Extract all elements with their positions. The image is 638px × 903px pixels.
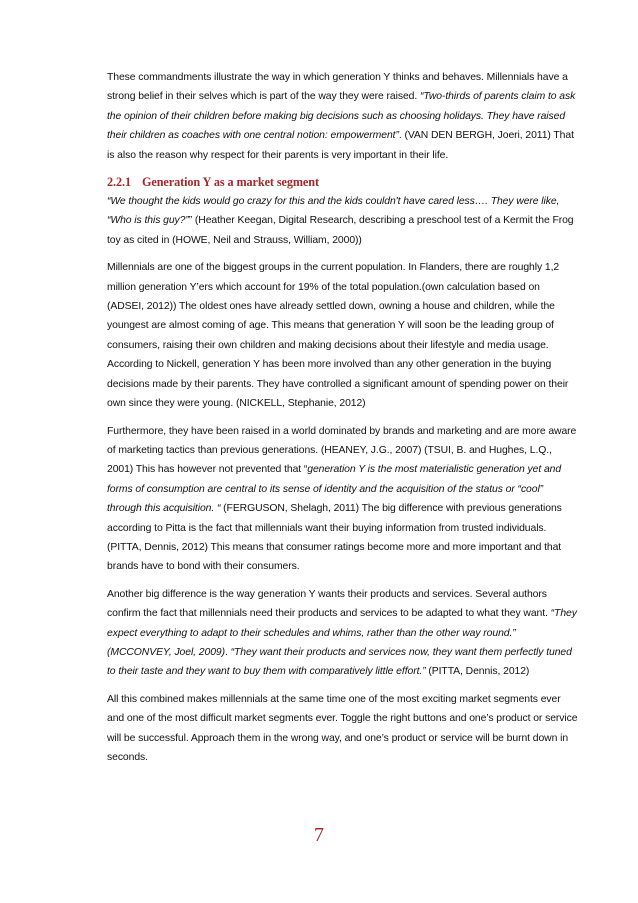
text-span: . (224, 646, 231, 658)
section-heading (107, 173, 579, 192)
section-number: 2.2.1 (107, 175, 131, 190)
paragraph-commandments (107, 68, 579, 165)
paragraph-marketing (107, 422, 579, 577)
text-span: These commandments illustrate the way in which generation Y thinks and behaves. Millennials have a strong belief in their selves which is part of the way they were raised. (107, 72, 568, 103)
text-span: ” (Heather Keegan, Digital Research, describing a preschool test of a Kermit the Frog toy as cited in (HOWE, Neil and Strauss, William, 2000)) (107, 215, 574, 246)
text-span: Another big difference is the way generation Y wants their products and services. Several authors confirm the fact that millennials need their products and services to be adapted to what they want. (107, 588, 551, 620)
paragraph-kermit-quote (107, 192, 579, 250)
page-number: 7 (314, 824, 324, 846)
body-text (107, 68, 579, 775)
text-span: Furthermore, they have been raised in a world dominated by brands and marketing and are more aware of marketing tactics than previous generations. (HEANEY, J.G., 2007) (TSUI, B. and Hughes, L.Q., 2001) This has however not prevented that “ (107, 425, 577, 476)
text-span: . (VAN DEN BERGH, Joeri, 2011) That is also the reason why respect for their parents is very important in their life. (107, 130, 574, 161)
section-title: Generation Y as a market segment (141, 175, 319, 190)
text-span: (PITTA, Dennis, 2012) (425, 666, 530, 678)
quote-span: “Two-thirds of parents claim to ask the opinion of their children before making big decisions such as choosing holidays. They have raised their children as coaches with one central notion: empowerment” (107, 91, 576, 142)
quote-span: “We thought the kids would go crazy for this and the kids couldn't have cared less…. They were like, “Who is this guy?” (107, 196, 560, 227)
paragraph-population: Millennials are one of the biggest groups in the current population. In Flanders, there are roughly 1,2 million generation Y’ers which account for 19% of the total population.(own calculation based on (ADSEI, 2012)) The oldest ones have already settled down, owning a house and children, while the youngest are almost coming of age. This means that generation Y will soon be the leading group of consumers, raising their own children and making decisions about their lifestyle and media usage. According to Nickell, generation Y has been more involved than any other generation in the buying decisions made by their parents. They have controlled a significant amount of spending power on their own since they were young. (NICKELL, Stephanie, 2012) (107, 262, 569, 410)
paragraph-conclusion: All this combined makes millennials at the same time one of the most exciting market segments ever and one of the most difficult market segments ever. Toggle the right buttons and one’s product or service will be successful. Approach them in the wrong way, and one’s product or service will be burnt down in seconds. (107, 693, 578, 763)
paragraph-products (107, 585, 579, 682)
quote-span: “They expect everything to adapt to their schedules and whims, rather than the other way round.” (MCCONVEY, Joel, 2009) (107, 608, 577, 658)
text-span: (FERGUSON, Shelagh, 2011) The big difference with previous generations according to Pitta is the fact that millennials want their buying information from trusted individuals. (PITTA, Dennis, 2012) This means that consumer ratings become more and more important and that brands have to bond with their consumers. (107, 503, 562, 573)
quote-span: “They want their products and services now, they want them perfectly tuned to their taste and they want to buy them with comparatively little effort.” (107, 646, 572, 678)
quote-span: generation Y is the most materialistic generation yet and forms of consumption are central to its sense of identity and the acquisition of the status or “cool” through this acquisition. “ (107, 464, 562, 515)
